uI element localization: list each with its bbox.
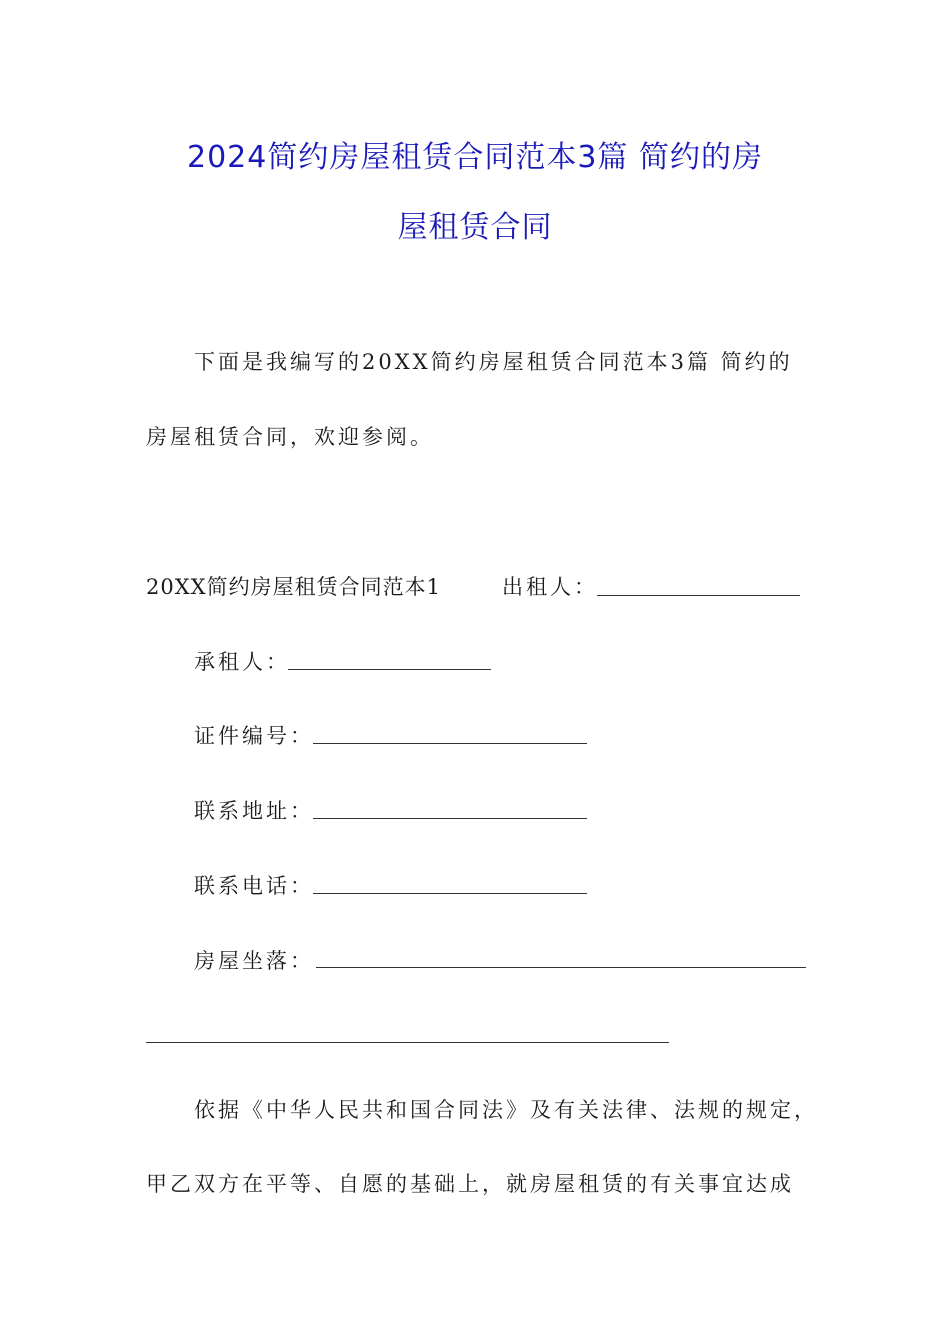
address-blank-line [313, 818, 587, 819]
phone-blank-line [313, 893, 587, 894]
lessee-blank-line [288, 669, 491, 670]
property-location-blank-line [316, 967, 806, 968]
address-label: 联系地址： [194, 799, 314, 823]
intro-paragraph-line-1: 下面是我编写的20XX简约房屋租赁合同范本3篇 简约的 [194, 350, 793, 374]
phone-label: 联系电话： [194, 874, 314, 898]
lessor-blank-line [597, 595, 800, 596]
property-location-label: 房屋坐落： [194, 949, 314, 973]
body-paragraph-line-1: 依据《中华人民共和国合同法》及有关法律、法规的规定， [194, 1098, 818, 1122]
lessee-label: 承租人： [194, 650, 290, 674]
body-paragraph-line-2: 甲乙双方在平等、自愿的基础上，就房屋租赁的有关事宜达成 [146, 1172, 794, 1196]
section-heading: 20XX简约房屋租赁合同范本1 [146, 575, 441, 599]
document-title-line-1: 2024简约房屋租赁合同范本3篇 简约的房 [187, 140, 763, 175]
id-number-blank-line [313, 743, 587, 744]
id-number-label: 证件编号： [194, 724, 314, 748]
lessor-label: 出租人： [502, 575, 598, 599]
document-title-line-2: 屋租赁合同 [397, 210, 553, 245]
intro-paragraph-line-2: 房屋租赁合同，欢迎参阅。 [146, 425, 434, 449]
property-location-blank-line-2 [146, 1042, 669, 1043]
